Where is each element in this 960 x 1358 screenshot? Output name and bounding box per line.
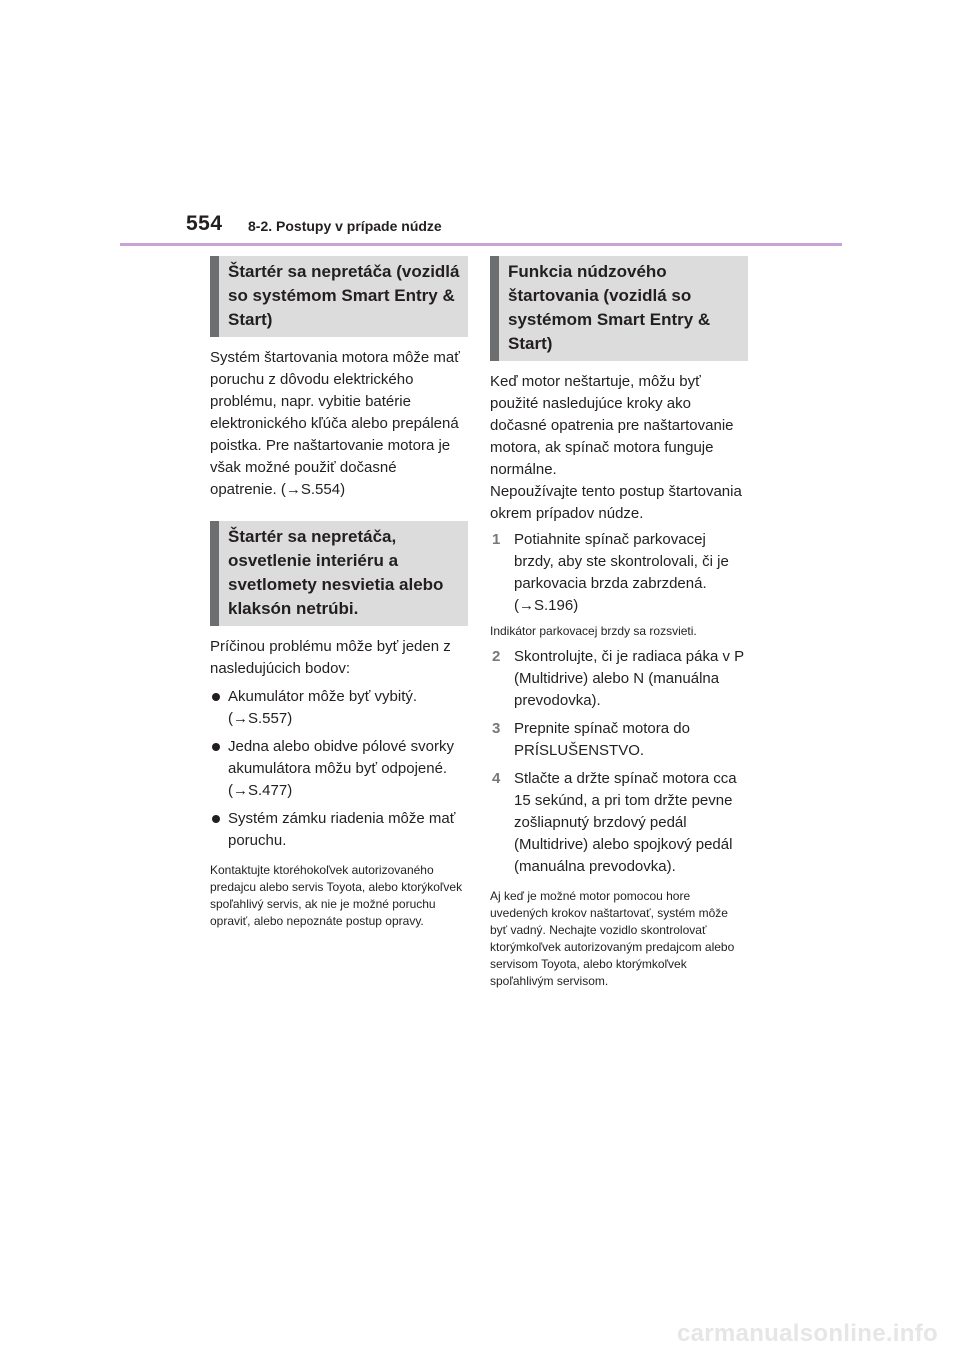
right-column <box>490 256 748 990</box>
step-text: Prepnite spínač motora do PRÍSLUŠENSTVO. <box>514 720 690 759</box>
step-item <box>490 646 748 712</box>
step-list <box>490 529 748 617</box>
step-number: 3 <box>492 720 501 737</box>
step-1-note: Indikátor parkovacej brzdy sa rozsvieti. <box>490 624 697 638</box>
step-list-continued <box>490 646 748 878</box>
bullet-icon <box>212 693 220 701</box>
step-number: 1 <box>492 531 501 548</box>
step-text: Stlačte a držte spínač motora cca 15 sekúnd, a pri tom držte pevne zošliapnutý brzdový pedál (Multidrive) alebo spojkový pedál (manuálna prevodovka). <box>514 770 737 875</box>
step-text: Potiahnite spínač parkovacej brzdy, aby ste skontrolovali, či je parkovacia brzda zabrzdená. (→S.196) <box>514 531 729 614</box>
section-intro-causes: Príčinou problému môže byť jeden z nasledujúcich bodov: <box>210 638 451 677</box>
step-item <box>490 529 748 617</box>
header-divider <box>120 243 842 246</box>
step-number: 4 <box>492 770 501 787</box>
section-heading-no-lights-no-horn: Štartér sa nepretáča, osvetlenie interiéru a svetlomety nesvietia alebo klaksón netrúbi. <box>210 521 468 626</box>
list-item <box>210 808 468 852</box>
bullet-icon <box>212 743 220 751</box>
left-column <box>210 256 468 930</box>
site-watermark: carmanualsonline.info <box>676 1320 938 1347</box>
list-item <box>210 686 468 730</box>
emergency-start-intro: Keď motor neštartuje, môžu byť použité nasledujúce kroky ako dočasné opatrenia pre naštartovanie motora, ak spínač motora funguje normálne. <box>490 373 734 478</box>
list-item-text: Akumulátor môže byť vybitý. (→S.557) <box>228 688 418 727</box>
cause-list <box>210 686 468 852</box>
step-text: Skontrolujte, či je radiaca páka v P (Multidrive) alebo N (manuálna prevodovka). <box>514 648 744 709</box>
bullet-icon <box>212 815 220 823</box>
contact-dealer-note: Kontaktujte ktoréhokoľvek autorizovaného predajcu alebo servis Toyota, alebo ktorýkoľvek spoľahlivý servis, ak nie je možné poruchu opraviť, alebo nepoznáte postup opravy. <box>210 863 463 928</box>
chapter-title: 8-2. Postupy v prípade núdze <box>248 218 442 234</box>
step-number: 2 <box>492 648 501 665</box>
page-number: 554 <box>186 212 223 235</box>
step-item <box>490 768 748 878</box>
list-item-text: Systém zámku riadenia môže mať poruchu. <box>228 810 456 849</box>
section-heading-starter-not-cranking: Štartér sa nepretáča (vozidlá so systémom Smart Entry & Start) <box>210 256 468 337</box>
section-heading-emergency-start: Funkcia núdzového štartovania (vozidlá so systémom Smart Entry & Start) <box>490 256 748 361</box>
list-item-text: Jedna alebo obidve pólové svorky akumulátora môžu byť odpojené. (→S.477) <box>228 738 454 799</box>
list-item <box>210 736 468 802</box>
step-item <box>490 718 748 762</box>
section-body-starter-not-cranking: Systém štartovania motora môže mať poruchu z dôvodu elektrického problému, napr. vybitie batérie elektronického kľúča alebo prepálená poistka. Pre naštartovanie motora je však možné použiť dočasné opatrenie. (→S.554) <box>210 349 460 498</box>
closing-service-note: Aj keď je možné motor pomocou hore uvedených krokov naštartovať, systém môže byť vadný. Nechajte vozidlo skontrolovať ktorýmkoľvek autorizovaným predajcom alebo servisom Toyota, alebo ktorýmkoľvek spoľahlivým servisom. <box>490 889 735 988</box>
emergency-start-warning: Nepoužívajte tento postup štartovania okrem prípadov núdze. <box>490 483 742 522</box>
